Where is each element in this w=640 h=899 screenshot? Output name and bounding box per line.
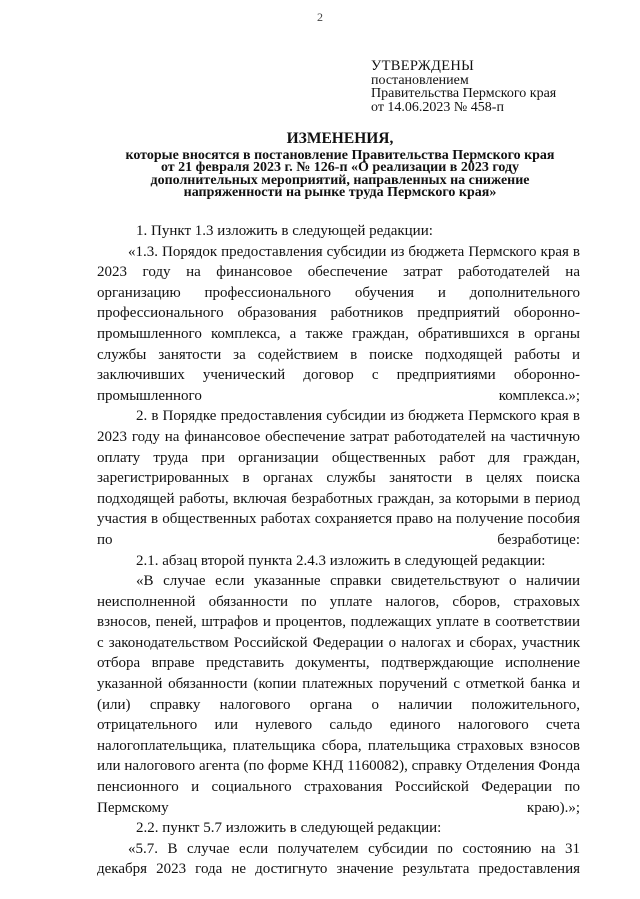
approval-line: от 14.06.2023 № 458-п <box>371 99 504 115</box>
page-number: 2 <box>317 10 323 24</box>
approval-stamp <box>371 60 556 114</box>
document-body <box>97 221 580 880</box>
body-paragraph: 2. в Порядке предоставления субсидии из бюджета Пермского края в 2023 году на финансовое обеспечение затрат работодателей на частичную оплату труда при организации общественных работ для граждан, зарегистрированных в органах службы занятости в целях поиска подходящей работы, включая безработных граждан, за которыми в период участия в общественных работах сохраняется право на получение пособия по безработице: <box>97 408 580 548</box>
approval-line: Правительства Пермского края <box>371 86 557 101</box>
subtitle-line: дополнительных мероприятий, направленных на снижение <box>150 172 530 188</box>
body-paragraph: 2.1. абзац второй пункта 2.4.3 изложить в следующей редакции: <box>136 552 546 569</box>
approval-line: постановлением <box>371 72 469 88</box>
subtitle-line: которые вносятся в постановление Правительства Пермского края <box>125 148 555 163</box>
document-subtitle <box>100 150 580 199</box>
body-paragraph: 1. Пункт 1.3 изложить в следующей редакции: <box>136 223 433 239</box>
body-paragraph: «5.7. В случае если получателем субсидии по состоянию на 31 декабря 2023 года не достигнуто значение результата предоставления <box>97 840 580 878</box>
subtitle-line: от 21 февраля 2023 г. № 126-п «О реализации в 2023 году <box>160 160 520 176</box>
body-paragraph: «В случае если указанные справки свидетельствуют о наличии неисполненной обязанности по уплате налогов, сборов, страховых взносов, пеней, штрафов и процентов, подлежащих уплате в соответствии с законодательством Российской Федерации о налогах и сборах, участник отбора вправе представить документы, подтверждающие исполнение указанной обязанности (копии платежных поручений с отметкой банка и (или) справку налогового органа о наличии положительного, отрицательного или нулевого сальдо единого налогового счета налогоплательщика, плательщика сбора, плательщика страховых взносов или налогового агента (по форме КНД 1160082), справку Отделения Фонда пенсионного и социального страхования Российской Федерации по Пермскому краю).»; <box>97 573 580 816</box>
subtitle-line: напряженности на рынке труда Пермского края» <box>183 184 497 200</box>
body-paragraph: 2.2. пункт 5.7 изложить в следующей редакции: <box>136 820 442 837</box>
body-paragraph: «1.3. Порядок предоставления субсидии из бюджета Пермского края в 2023 году на финансовое обеспечение затрат работодателей на организацию профессионального обучения и дополнительного профессионального образования работников предприятий оборонно-промышленного комплекса, а также граждан, обратившихся в органы службы занятости за содействием в поиске подходящей работы и заключивших ученический договор с предприятиями оборонно-промышленного комплекса.»; <box>97 243 580 404</box>
approval-title: УТВЕРЖДЕНЫ <box>371 58 475 74</box>
document-title: ИЗМЕНЕНИЯ, <box>286 130 394 147</box>
